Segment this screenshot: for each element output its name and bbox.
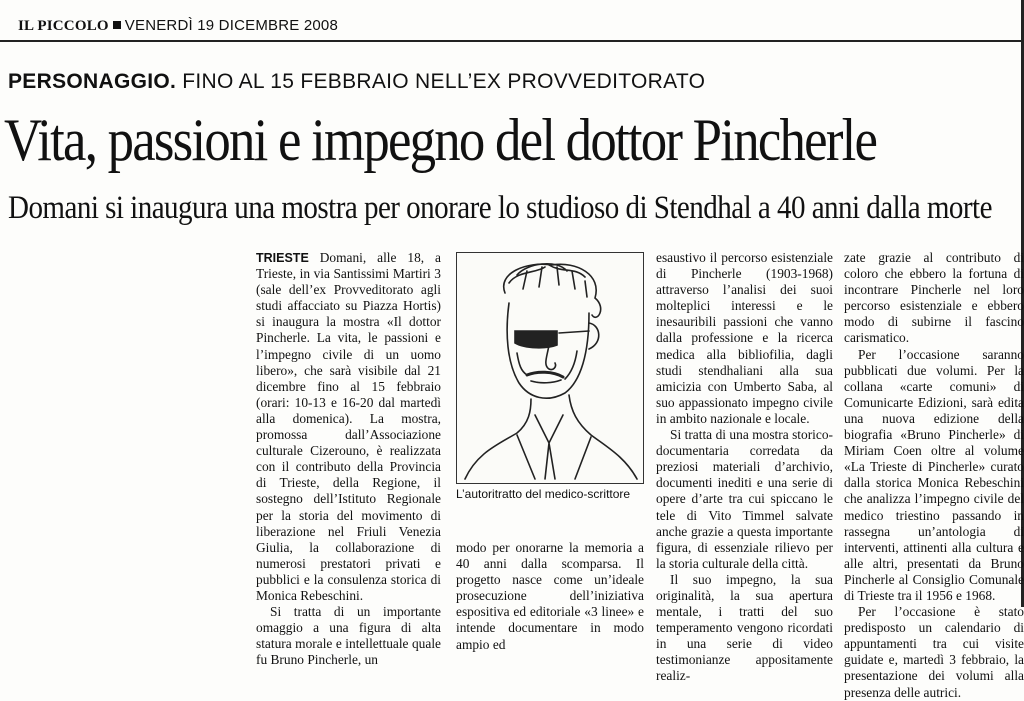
article-column-2 xyxy=(456,540,644,653)
square-bullet-icon xyxy=(113,21,121,29)
portrait-image xyxy=(456,252,644,484)
top-rule xyxy=(0,40,1024,42)
self-portrait-sketch-icon xyxy=(457,253,643,483)
kicker-text: FINO AL 15 FEBBRAIO NELL’EX PROVVEDITORATO xyxy=(182,70,706,93)
masthead xyxy=(18,17,338,35)
article-column-4 xyxy=(844,250,1024,701)
paragraph: modo per onorarne la memoria a 40 anni dalla scomparsa. Il progetto nasce come un’ideale prosecuzione dell’iniziativa espositiva ed editoriale «3 linee» e intende documentare in modo ampio ed xyxy=(456,540,644,652)
subheadline: Domani si inaugura una mostra per onorare lo studioso di Stendhal a 40 anni dalla morte xyxy=(8,190,992,226)
headline: Vita, passioni e impegno del dottor Pincherle xyxy=(4,107,877,173)
paragraph: Per l’occasione è stato predisposto un calendario di appuntamenti tra cui visite guidate e, martedì 3 febbraio, la presentazione dei volumi alla presenza delle autrici. xyxy=(844,604,1024,700)
dateline-city: TRIESTE xyxy=(256,251,309,265)
kicker xyxy=(8,70,705,94)
paragraph: esaustivo il percorso esistenziale di Pincherle (1903-1968) attraverso l’analisi dei suoi molteplici interessi e le inesauribili passioni che vanno dalla professione e la ricerca medica alla bibliofilia, dagli studi stendhaliani alla sua amicizia con Umberto Saba, al suo appassionato impegno civile in ambito nazionale e locale. xyxy=(656,250,833,426)
paragraph: zate grazie al contributo di coloro che ebbero la fortuna di incontrare Pincherle nel loro percorso esistenziale e ebbero modo di subirne il fascino carismatico. xyxy=(844,250,1024,346)
paragraph: Si tratta di un importante omaggio a una figura di alta statura morale e intellettuale quale fu Bruno Pincherle, un xyxy=(256,604,441,668)
article-column-1 xyxy=(256,250,441,668)
paragraph-text: Domani, alle 18, a Trieste, in via Santissimi Martiri 3 (sale dell’ex Provveditorato agli studi affacciato su Piazza Hortis) si inaugura la mostra «Il dottor Pincherle. La vita, le passioni e l’impegno civile di un uomo libero», che sarà visibile dal 21 dicembre fino al 15 febbraio (orari: 10-13 e 16-20 dal martedì alla domenica). La mostra, promossa dall’Associazione culturale Cizerouno, è realizzata con il contributo della Provincia di Trieste, della Regione, il sostegno dell’Istituto Regionale per la storia del movimento di liberazione nel Friuli Venezia Giulia, la collaborazione di numerosi prestatori privati e pubblici e la consulenza storica di Monica Rebeschini. xyxy=(256,250,441,603)
paragraph: Si tratta di una mostra storico-documentaria corredata da preziosi materiali d’archivio, documenti inediti e una serie di opere d’arte tra cui spiccano le tele di Vito Timmel salvate anche grazie a questa importante figura, di essenziale rilievo per la storia culturale della città. xyxy=(656,427,833,571)
article-column-3 xyxy=(656,250,833,685)
newspaper-name: IL PICCOLO xyxy=(18,18,109,34)
kicker-label: PERSONAGGIO. xyxy=(8,70,177,93)
issue-date: VENERDÌ 19 DICEMBRE 2008 xyxy=(124,17,338,34)
paragraph xyxy=(256,250,441,604)
paragraph: Per l’occasione saranno pubblicati due volumi. Per la collana «carte comuni» di Comunicarte Edizioni, sarà edita una nuova edizione della biografia «Bruno Pincherle» di Miriam Coen oltre al volume «La Trieste di Pincherle» curato dalla storica Monica Rebeschini che analizza l’impegno civile del medico triestino passando in rassegna un’antologia di interventi, attinenti alla cultura e alle altri, presentati da Bruno Pincherle al Consiglio Comunale di Trieste tra il 1956 e 1968. xyxy=(844,346,1024,603)
photo-caption: L’autoritratto del medico-scrittore xyxy=(456,487,631,501)
paragraph: Il suo impegno, la sua originalità, la sua apertura mentale, i tratti del suo temperamento vengono ricordati in una serie di video testimonianze appositamente realiz- xyxy=(656,571,833,684)
